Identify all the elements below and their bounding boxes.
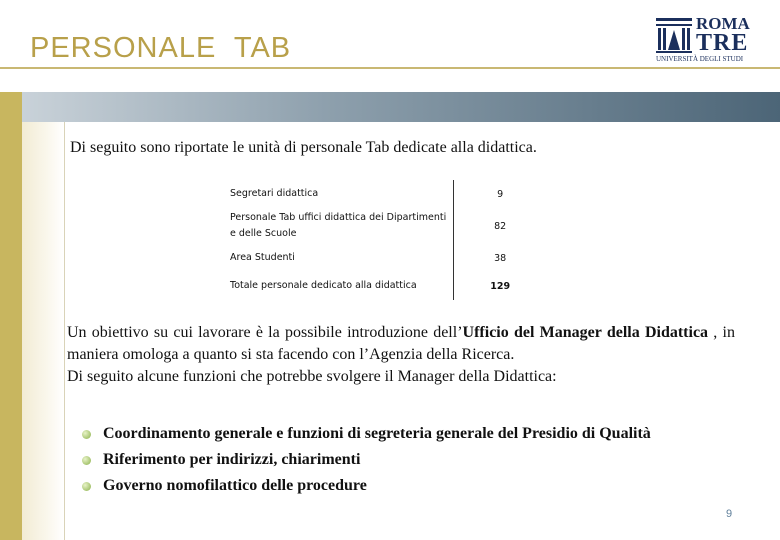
left-gradient-panel: [22, 122, 64, 540]
roma-tre-logo: [654, 14, 754, 64]
table-cell-value: 9: [453, 180, 546, 208]
logo-text-university: UNIVERSITÀ DEGLI STUDI: [656, 55, 744, 63]
staff-table: [226, 180, 546, 300]
list-item: [82, 473, 651, 499]
university-building-icon: [654, 16, 694, 54]
bullet-icon: [82, 456, 91, 465]
bullet-icon: [82, 430, 91, 439]
table-cell-label: Segretari didattica: [230, 188, 319, 199]
list-item: [82, 421, 651, 447]
table-cell-value: 129: [453, 272, 546, 300]
table-cell-label: Totale personale dedicato alla didattica: [230, 280, 417, 291]
table-cell-value: 38: [453, 244, 546, 272]
header-band: [22, 92, 780, 122]
bullet-icon: [82, 482, 91, 491]
paragraph-2: Di seguito alcune funzioni che potrebbe svolgere il Manager della Didattica:: [67, 368, 557, 385]
slide-title: PERSONALE TAB: [30, 32, 292, 64]
intro-text: Di seguito sono riportate le unità di personale Tab dedicate alla didattica.: [70, 139, 537, 156]
table-row: [226, 272, 546, 300]
paragraph-1-part-c: , in maniera omologa a quanto si sta facendo con l’Agenzia della Ricerca.: [67, 324, 735, 363]
table-cell-label: Area Studenti: [230, 252, 295, 263]
logo-text-roma: ROMA: [696, 14, 750, 33]
body-paragraph: [67, 322, 735, 388]
table-row: [226, 208, 546, 244]
manager-office-keyword: Ufficio del Manager della Didattica: [462, 324, 709, 341]
table-row: [226, 244, 546, 272]
bullet-text: Coordinamento generale e funzioni di segreteria generale del Presidio di Qualità: [103, 425, 651, 442]
paragraph-1: [67, 322, 735, 366]
list-item: [82, 447, 651, 473]
logo-text-tre: TRE: [696, 30, 749, 56]
page-number: 9: [726, 508, 733, 520]
bullet-text: Riferimento per indirizzi, chiarimenti: [103, 451, 361, 468]
table-cell-label: Personale Tab uffici didattica dei Dipartimenti e delle Scuole: [230, 212, 447, 239]
content-divider: [64, 122, 65, 540]
table-row: [226, 180, 546, 208]
table-cell-value: 82: [453, 208, 546, 244]
title-underline: [0, 67, 780, 69]
bullet-text: Governo nomofilattico delle procedure: [103, 477, 367, 494]
bullet-list: [82, 421, 651, 499]
paragraph-1-part-a: Un obiettivo su cui lavorare è la possibile introduzione dell’: [67, 324, 463, 341]
left-accent-bar: [0, 92, 22, 540]
